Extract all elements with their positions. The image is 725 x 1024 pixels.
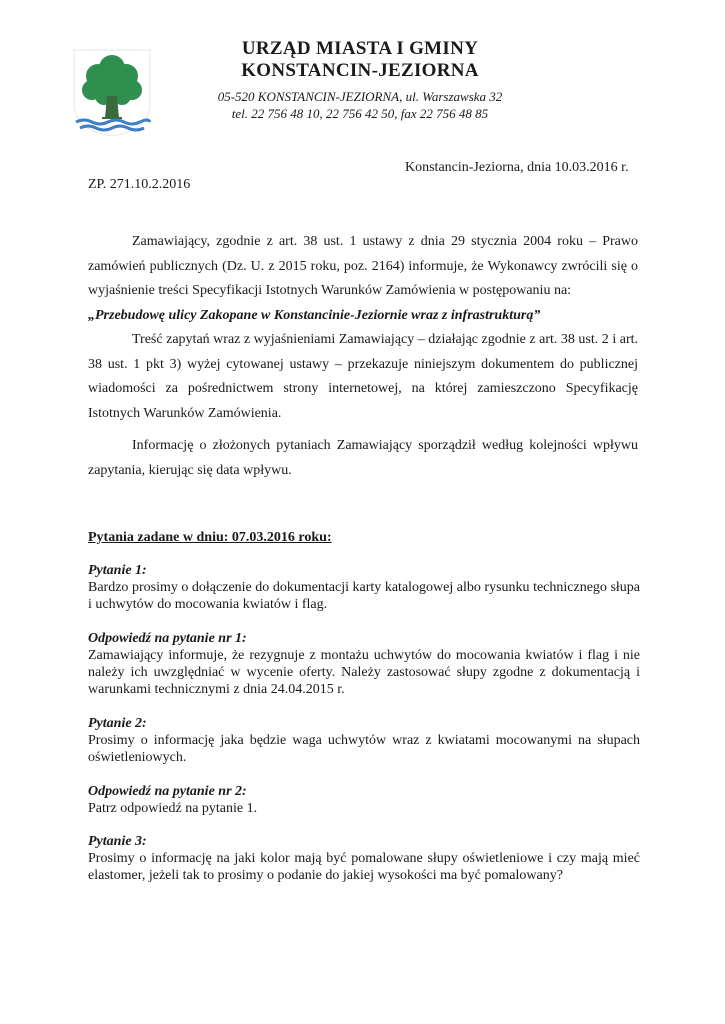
question-label: Pytanie 1: — [88, 563, 147, 578]
answer-2 — [88, 783, 640, 817]
intro-paragraph-1: Zamawiający, zgodnie z art. 38 ust. 1 ustawy z dnia 29 stycznia 2004 roku – Prawo zamówień publicznych (Dz. U. z 2015 roku, poz. 2164) informuje, że Wykonawcy zwrócili się o wyjaśnienie treści Specyfikacji Istotnych Warunków Zamówienia w postępowaniu na: — [88, 234, 638, 298]
project-title: „Przebudowę ulicy Zakopane w Konstancinie-Jeziornie wraz z infrastrukturą” — [88, 307, 541, 323]
question-text: Prosimy o informację na jaki kolor mają być pomalowane słupy oświetleniowe i czy mają mieć elastomer, jeżeli tak to prosimy o podanie do jakiej wysokości ma być pomalowany? — [88, 851, 640, 883]
office-phones: tel. 22 756 48 10, 22 756 42 50, fax 22 756 48 85 — [231, 106, 489, 121]
place-and-date: Konstancin-Jeziorna, dnia 10.03.2016 r. — [405, 160, 629, 175]
section-title: Pytania zadane w dniu: 07.03.2016 roku: — [88, 530, 332, 545]
answer-label: Odpowiedź na pytanie nr 1: — [88, 631, 247, 646]
intro-paragraph-3: Informację o złożonych pytaniach Zamawiający sporządził według kolejności wpływu zapytania, kierując się data wpływu. — [88, 438, 638, 478]
answer-1 — [88, 630, 640, 698]
question-text: Prosimy o informację jaka będzie waga uchwytów wraz z kwiatami mocowanymi na słupach oświetleniowych. — [88, 733, 640, 765]
office-header — [170, 38, 550, 122]
question-2 — [88, 715, 640, 766]
answer-text: Patrz odpowiedź na pytanie 1. — [88, 801, 258, 816]
question-3 — [88, 833, 640, 884]
intro-text — [88, 230, 638, 483]
intro-paragraph-2: Treść zapytań wraz z wyjaśnieniami Zamawiający – działając zgodnie z art. 38 ust. 2 i art. 38 ust. 1 pkt 3) wyżej cytowanej ustawy – przekazuje niniejszym dokumentem do publicznej wiadomości za pośrednictwem strony internetowej, na której zamieszczono Specyfikację Istotnych Warunków Zamówienia. — [88, 332, 638, 421]
question-1 — [88, 562, 640, 613]
answer-label: Odpowiedź na pytanie nr 2: — [88, 784, 247, 799]
reference-number: ZP. 271.10.2.2016 — [88, 177, 191, 192]
question-label: Pytanie 2: — [88, 716, 147, 731]
office-name-line2: KONSTANCIN-JEZIORNA — [241, 60, 479, 81]
office-address: 05-520 KONSTANCIN-JEZIORNA, ul. Warszawska 32 — [217, 89, 503, 104]
question-text: Bardzo prosimy o dołączenie do dokumentacji karty katalogowej albo rysunku technicznego słupa i uchwytów do mocowania kwiatów i flag. — [88, 580, 640, 612]
answer-text: Zamawiający informuje, że rezygnuje z montażu uchwytów do mocowania kwiatów i flag i nie należy ich uwzględniać w wycenie oferty. Należy zastosować słupy zgodne z dokumentacją i warunkami technicznymi z dnia 24.04.2015 r. — [88, 648, 640, 697]
coat-of-arms-oak-tree-icon — [72, 46, 152, 138]
question-label: Pytanie 3: — [88, 834, 147, 849]
office-name-line1: URZĄD MIASTA I GMINY — [241, 38, 479, 59]
